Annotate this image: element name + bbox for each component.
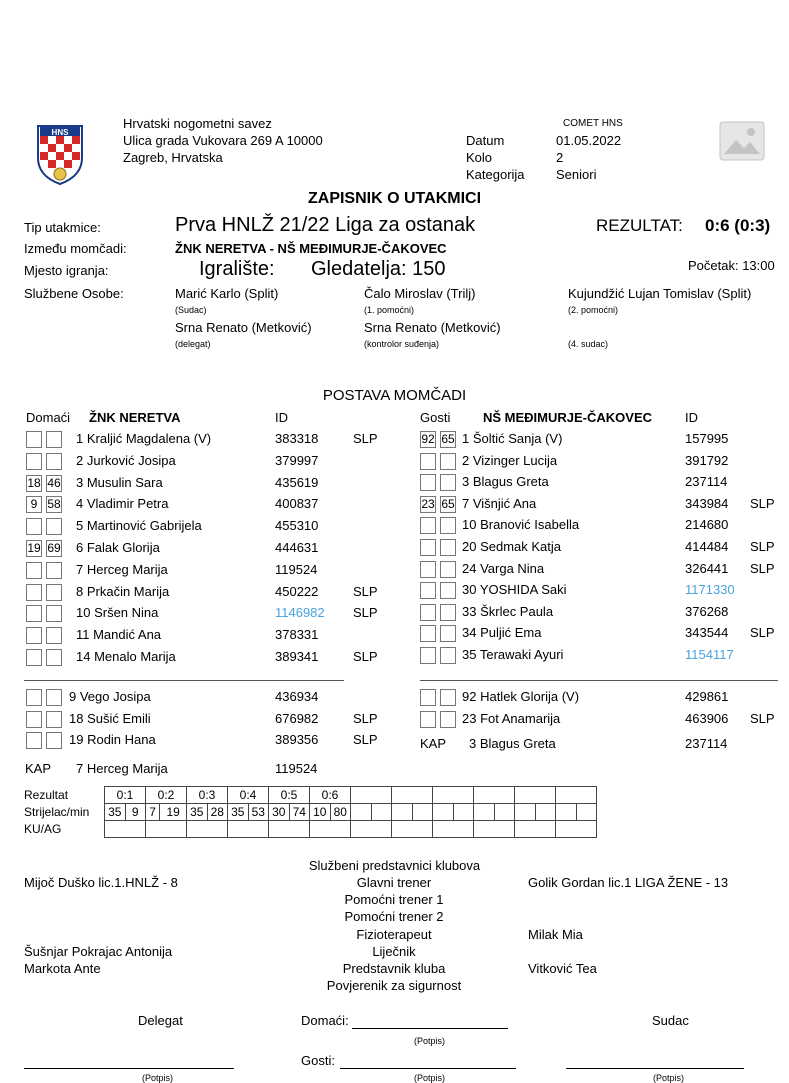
player-name: 2 Jurković Josipa (76, 452, 176, 468)
scorer-cell: 35 (228, 804, 249, 821)
score-table (24, 786, 597, 838)
sudac-signature-line (566, 1068, 744, 1069)
slp-mark: SLP (353, 605, 378, 621)
minute-box[interactable] (46, 711, 62, 728)
minute-box[interactable] (440, 689, 456, 706)
minute-box[interactable] (26, 453, 42, 470)
potpis-label: (Potpis) (414, 1073, 446, 1083)
away-side-label: Gosti (420, 410, 451, 425)
tip-value: Prva HNLŽ 21/22 Liga za ostanak (175, 214, 476, 236)
minute-box[interactable] (420, 474, 436, 491)
minute-box[interactable] (440, 625, 456, 642)
away-staff-name: Vitković Tea (528, 961, 597, 976)
rezultat-row-label: Rezultat (24, 788, 69, 802)
sluzbene-label: Službene Osobe: (24, 286, 124, 301)
logo-text: HNS (51, 128, 69, 137)
gosti-sign-label: Gosti: (301, 1053, 335, 1068)
slp-mark: SLP (353, 431, 378, 446)
sudac-label: Sudac (652, 1013, 689, 1028)
minute-box[interactable]: 65 (441, 496, 455, 511)
org-address: Ulica grada Vukovara 269 A 10000 (123, 133, 323, 148)
player-name: 4 Vladimir Petra (76, 496, 169, 512)
player-id: 450222 (275, 583, 319, 599)
player-id: 326441 (685, 560, 729, 576)
minute-box[interactable] (440, 453, 456, 470)
minute-box[interactable] (420, 517, 436, 534)
staff-role: Pomoćni trener 2 (344, 909, 444, 925)
minute-box[interactable] (420, 689, 436, 706)
minute-box[interactable]: 69 (47, 541, 61, 555)
official-role: (2. pomoćni) (568, 305, 619, 315)
minute-box[interactable]: 9 (26, 496, 42, 513)
player-name: 11 Mandić Ana (76, 627, 162, 643)
result-cell: 0:6 (310, 787, 351, 804)
minute-box[interactable] (26, 605, 42, 622)
player-name: 3 Blagus Greta (462, 474, 549, 490)
minute-cell: 19 (160, 804, 187, 821)
minute-box[interactable] (46, 562, 62, 579)
player-id: 378331 (275, 627, 319, 643)
image-placeholder-icon (718, 120, 766, 162)
player-id: 444631 (275, 540, 319, 555)
result-cell: 0:4 (228, 787, 269, 804)
slp-mark: SLP (353, 710, 378, 726)
player-id: 157995 (685, 431, 729, 446)
minute-box[interactable] (26, 732, 42, 749)
home-side-label: Domaći (26, 410, 71, 425)
minute-cell: 9 (125, 804, 146, 821)
away-staff-name: Milak Mia (528, 926, 583, 942)
player-id[interactable]: 1171330 (685, 582, 735, 598)
player-name: 8 Prkačin Marija (76, 583, 170, 599)
domaci-signature-line (352, 1028, 508, 1029)
comet-label: COMET HNS (563, 118, 623, 129)
official-role: (kontrolor suđenja) (364, 339, 440, 349)
player-name: 1 Kraljić Magdalena (V) (76, 431, 212, 446)
player-id[interactable]: 1146982 (275, 605, 325, 621)
minute-box[interactable] (46, 431, 62, 448)
slp-mark: SLP (750, 710, 775, 726)
minute-box[interactable] (26, 711, 42, 728)
domaci-sign-label: Domaći: (301, 1013, 349, 1028)
minute-cell: 80 (330, 804, 351, 821)
minute-box[interactable] (420, 604, 436, 621)
mjesto-label: Mjesto igranja: (24, 263, 109, 278)
player-name: 10 Branović Isabella (462, 517, 580, 533)
izmedu-value: ŽNK NERETVA - NŠ MEĐIMURJE-ČAKOVEC (175, 241, 447, 256)
minute-box[interactable] (440, 647, 456, 664)
scorer-cell: 30 (269, 804, 290, 821)
delegat-label: Delegat (138, 1013, 183, 1028)
org-city: Zagreb, Hrvatska (123, 150, 223, 165)
official-role: (4. sudac) (568, 339, 609, 349)
kuag-row-label: KU/AG (24, 822, 62, 836)
result-cell: 0:1 (105, 787, 146, 804)
player-name: 35 Terawaki Ayuri (462, 647, 564, 662)
player-id: 391792 (685, 452, 729, 468)
result-cell: 0:5 (269, 787, 310, 804)
player-id: 400837 (275, 496, 319, 512)
player-name: 14 Menalo Marija (76, 649, 176, 664)
rezultat-value: 0:6 (0:3) (705, 216, 771, 235)
result-cell: 0:2 (146, 787, 187, 804)
minute-box[interactable] (26, 649, 42, 666)
page-title: ZAPISNIK O UTAKMICI (307, 190, 482, 207)
tip-label: Tip utakmice: (24, 220, 101, 235)
kolo-label: Kolo (466, 150, 493, 165)
minute-box[interactable] (420, 539, 436, 556)
minute-box[interactable]: 18 (27, 475, 41, 490)
minute-box[interactable] (46, 689, 62, 706)
minute-box[interactable]: 46 (47, 475, 61, 490)
scorer-cell: 10 (310, 804, 331, 821)
player-name: 19 Rodin Hana (69, 732, 156, 747)
player-name: 7 Herceg Marija (76, 561, 168, 577)
home-id-label: ID (275, 410, 288, 425)
player-name: 1 Šoltić Sanja (V) (462, 431, 563, 446)
divider (420, 680, 778, 681)
staff-role: Predstavnik kluba (342, 961, 446, 976)
minute-box[interactable] (46, 627, 62, 644)
datum-value: 01.05.2022 (556, 133, 622, 148)
home-staff-name: Mijoč Duško lic.1.HNLŽ - 8 (24, 875, 178, 890)
player-id: 389341 (275, 649, 319, 664)
minute-box[interactable] (420, 453, 436, 470)
official-name: Kujundžić Lujan Tomislav (Split) (568, 286, 752, 301)
minute-box[interactable]: 19 (27, 541, 41, 555)
player-name: 18 Sušić Emili (69, 710, 151, 726)
hns-logo (30, 118, 90, 188)
minute-box[interactable] (420, 625, 436, 642)
potpis-label: (Potpis) (653, 1073, 685, 1083)
scorer-cell: 35 (187, 804, 208, 821)
minute-cell: 28 (207, 804, 228, 821)
player-id: 414484 (685, 539, 729, 554)
player-name: 3 Musulin Sara (76, 474, 163, 490)
staff-role: Liječnik (372, 943, 416, 959)
minute-box[interactable] (46, 584, 62, 601)
away-kap-name: 3 Blagus Greta (469, 736, 556, 751)
slp-mark: SLP (353, 583, 378, 599)
player-id: 435619 (275, 474, 319, 490)
kategorija-label: Kategorija (466, 167, 525, 182)
minute-box[interactable] (420, 582, 436, 599)
player-id: 429861 (685, 689, 729, 704)
player-name: 34 Puljić Ema (462, 625, 542, 641)
player-name: 10 Sršen Nina (76, 605, 159, 621)
official-role: (Sudac) (175, 305, 207, 315)
minute-box[interactable] (46, 732, 62, 749)
kategorija-value: Seniori (556, 167, 597, 182)
staff-role: Povjerenik za sigurnost (326, 978, 462, 994)
player-name: 33 Škrlec Paula (462, 603, 554, 619)
minute-box[interactable] (26, 431, 42, 448)
minute-box[interactable] (46, 605, 62, 622)
player-id: 376268 (685, 603, 729, 619)
player-name: 6 Falak Glorija (76, 540, 160, 555)
minute-box[interactable] (440, 561, 456, 578)
kolo-value: 2 (556, 150, 564, 165)
player-name: 23 Fot Anamarija (462, 710, 561, 726)
datum-label: Datum (466, 133, 505, 148)
official-role: (delegat) (175, 339, 211, 349)
player-id: 214680 (685, 517, 729, 533)
minute-box[interactable]: 23 (421, 496, 435, 511)
player-id: 379997 (275, 452, 319, 468)
minute-box[interactable] (26, 562, 42, 579)
izmedu-label: Između momčadi: (24, 241, 127, 256)
player-name: 20 Sedmak Katja (462, 539, 562, 554)
away-team-name: NŠ MEĐIMURJE-ČAKOVEC (483, 410, 653, 425)
staff-role: Fizioterapeut (356, 926, 432, 942)
official-name: Marić Karlo (Split) (175, 286, 279, 301)
player-name: 24 Varga Nina (462, 560, 545, 576)
minute-box[interactable] (26, 584, 42, 601)
player-name: 5 Martinović Gabrijela (76, 518, 202, 534)
scorer-cell: 7 (146, 804, 160, 821)
home-kap-name: 7 Herceg Marija (76, 761, 168, 776)
home-staff-name: Markota Ante (24, 961, 101, 976)
minute-cell: 53 (248, 804, 269, 821)
slp-mark: SLP (750, 560, 775, 576)
official-name: Čalo Miroslav (Trilj) (364, 286, 476, 301)
pocetak: Početak: 13:00 (688, 258, 775, 273)
result-cell: 0:3 (187, 787, 228, 804)
minute-box[interactable] (440, 517, 456, 534)
player-name: 92 Hatlek Glorija (V) (462, 689, 580, 704)
slp-mark: SLP (750, 539, 775, 554)
player-name: 2 Vizinger Lucija (462, 452, 558, 468)
home-kap-label: KAP (25, 761, 52, 776)
minute-box[interactable] (440, 474, 456, 491)
slp-mark: SLP (750, 495, 775, 511)
away-staff-name: Golik Gordan lic.1 LIGA ŽENE - 13 (528, 875, 729, 890)
rezultat-label: REZULTAT: (596, 216, 683, 235)
player-name: 30 YOSHIDA Saki (462, 582, 567, 598)
player-id: 119524 (275, 561, 318, 577)
slp-mark: SLP (353, 732, 378, 747)
strijelac-row-label: Strijelac/min (24, 805, 90, 819)
player-id: 455310 (275, 518, 319, 534)
player-name: 7 Višnjić Ana (462, 495, 537, 511)
delegat-signature-line (24, 1068, 234, 1069)
official-role: (1. pomoćni) (364, 305, 415, 315)
gosti-signature-line (340, 1068, 516, 1069)
player-id: 676982 (275, 710, 319, 726)
minute-box[interactable] (46, 518, 62, 535)
slp-mark: SLP (750, 625, 775, 641)
minute-box[interactable] (440, 582, 456, 599)
player-id[interactable]: 1154117 (685, 647, 734, 662)
staff-role: Glavni trener (356, 875, 432, 890)
minute-cell: 74 (289, 804, 310, 821)
scorer-cell: 35 (105, 804, 126, 821)
minute-box[interactable]: 58 (47, 497, 61, 512)
player-id: 343544 (685, 625, 729, 641)
minute-box[interactable]: 65 (441, 432, 455, 446)
igraliste: Igralište: (199, 258, 275, 280)
org-name: Hrvatski nogometni savez (123, 116, 272, 131)
postava-title: POSTAVA MOMČADI (322, 387, 467, 404)
minute-box[interactable] (46, 649, 62, 666)
staff-role: Pomoćni trener 1 (344, 892, 444, 908)
official-name: Srna Renato (Metković) (364, 320, 501, 335)
minute-box[interactable]: 92 (421, 432, 435, 446)
minute-box[interactable] (26, 627, 42, 644)
minute-box[interactable] (420, 647, 436, 664)
player-id: 436934 (275, 689, 319, 704)
minute-box[interactable] (440, 711, 456, 728)
minute-box[interactable] (420, 711, 436, 728)
away-kap-id: 237114 (685, 736, 728, 751)
player-id: 463906 (685, 710, 729, 726)
player-id: 237114 (685, 474, 728, 490)
home-kap-id: 119524 (275, 761, 318, 776)
away-kap-label: KAP (420, 736, 447, 751)
home-team-name: ŽNK NERETVA (89, 410, 181, 425)
potpis-label: (Potpis) (142, 1073, 174, 1083)
minute-box[interactable] (46, 453, 62, 470)
gledatelja: Gledatelja: 150 (311, 258, 446, 280)
minute-box[interactable] (26, 689, 42, 706)
minute-box[interactable] (26, 518, 42, 535)
official-name: Srna Renato (Metković) (175, 320, 312, 335)
potpis-label: (Potpis) (414, 1036, 446, 1046)
staff-heading: Službeni predstavnici klubova (308, 858, 481, 873)
player-id: 343984 (685, 495, 729, 511)
home-staff-name: Šušnjar Pokrajac Antonija (24, 943, 173, 959)
away-id-label: ID (685, 410, 698, 425)
slp-mark: SLP (353, 649, 378, 664)
minute-box[interactable] (440, 539, 456, 556)
minute-box[interactable] (420, 561, 436, 578)
divider (24, 680, 344, 681)
minute-box[interactable] (440, 604, 456, 621)
player-id: 389356 (275, 732, 319, 747)
player-id: 383318 (275, 431, 319, 446)
player-name: 9 Vego Josipa (69, 689, 151, 704)
